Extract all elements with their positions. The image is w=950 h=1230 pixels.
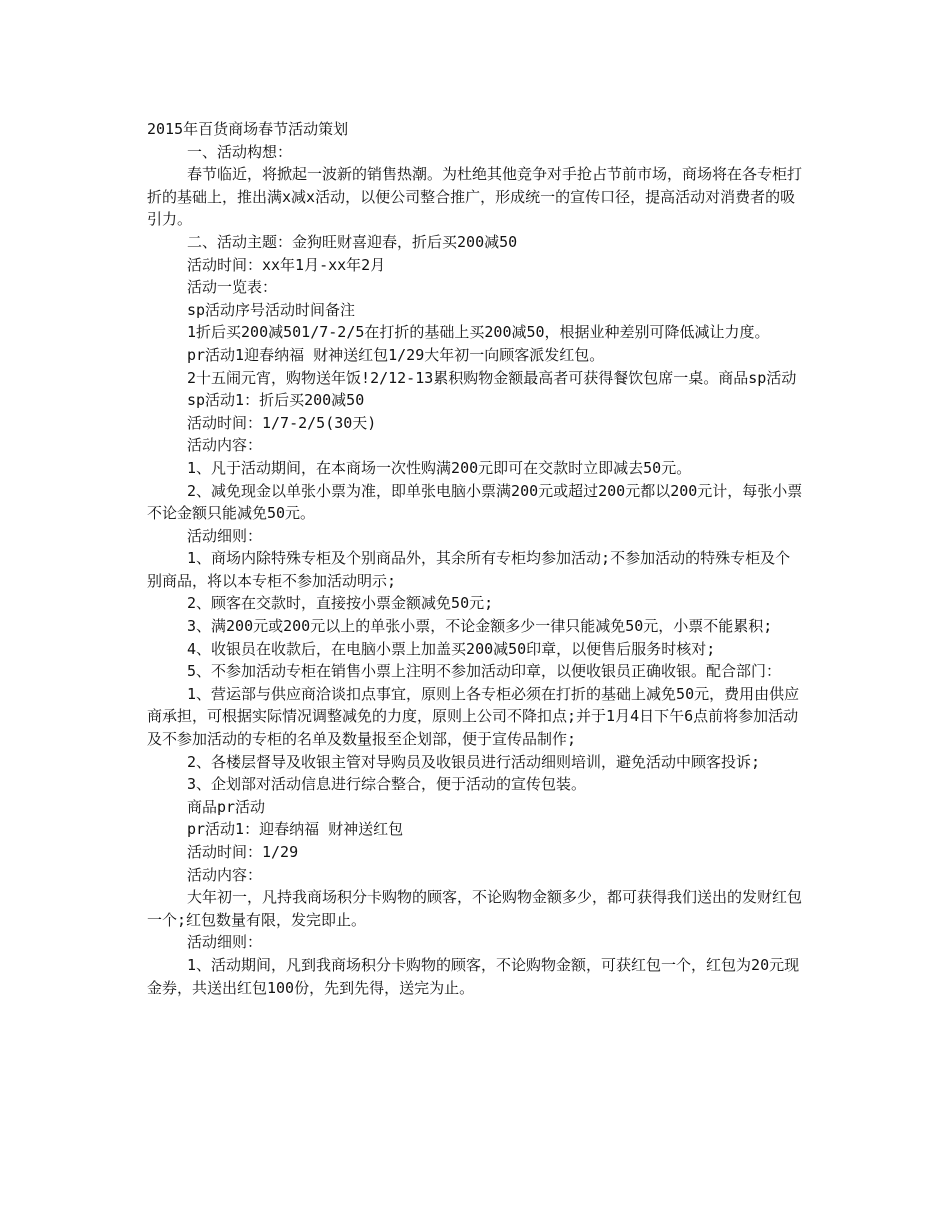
paragraph: 活动一览表： [187, 278, 278, 297]
paragraph: sp活动1：折后买200减50 [187, 391, 365, 410]
paragraph: 1、营运部与供应商洽谈扣点事宜，原则上各专柜必须在打折的基础上减免50元，费用由供应商承担，可根据实际情况调整减免的力度，原则上公司不降扣点;并于1月4日下午6点前将参加活动及不参加活动的专柜的名单及数量报至企划部，便于宣传品制作; [147, 684, 800, 749]
document-title: 2015年百货商场春节活动策划 [147, 120, 349, 138]
paragraph: 活动时间：1/7-2/5(30天) [187, 413, 377, 432]
paragraph: 活动内容： [187, 865, 263, 884]
paragraph: 春节临近，将掀起一波新的销售热潮。为杜绝其他竞争对手抢占节前市场，商场将在各专柜打折的基础上，推出满x减x活动，以便公司整合推广，形成统一的宣传口径，提高活动对消费者的吸引力。 [147, 165, 803, 229]
paragraph: 2、顾客在交款时，直接按小票金额减免50元; [187, 594, 494, 613]
paragraph: 活动时间：1/29 [187, 843, 299, 861]
paragraph: 活动时间：xx年1月-xx年2月 [187, 255, 386, 274]
paragraph: pr活动1迎春纳福 财神送红包1/29大年初一向顾客派发红包。 [187, 345, 605, 364]
paragraph: 2、各楼层督导及收银主管对导购员及收银员进行活动细则培训，避免活动中顾客投诉; [187, 752, 761, 771]
paragraph: 1、商场内除特殊专柜及个别商品外，其余所有专柜均参加活动;不参加活动的特殊专柜及个别商品，将以本专柜不参加活动明示; [147, 549, 791, 590]
paragraph: 商品pr活动 [187, 797, 266, 816]
paragraph: 活动细则： [187, 526, 263, 545]
paragraph: sp活动序号活动时间备注 [187, 300, 356, 319]
section-heading-theme: 二、活动主题：金狗旺财喜迎春，折后买200减50 [187, 232, 518, 251]
paragraph: 大年初一，凡持我商场积分卡购物的顾客，不论购物金额多少，都可获得我们送出的发财红包一个;红包数量有限，发完即止。 [147, 888, 803, 929]
paragraph: 活动细则： [187, 933, 263, 952]
paragraph: 4、收银员在收款后，在电脑小票上加盖买200减50印章，以便售后服务时核对; [187, 639, 716, 658]
paragraph: 3、满200元或200元以上的单张小票，不论金额多少一律只能减免50元，小票不能累积; [187, 617, 773, 636]
paragraph: 1、活动期间，凡到我商场积分卡购物的顾客，不论购物金额，可获红包一个，红包为20元现金券，共送出红包100份，先到先得，送完为止。 [147, 955, 800, 997]
paragraph: 1折后买200减501/7-2/5在打折的基础上买200减50，根据业种差别可降低减让力度。 [187, 323, 770, 342]
paragraph: 2、减免现金以单张小票为准，即单张电脑小票满200元或超过200元都以200元计，每张小票不论金额只能减免50元。 [147, 481, 803, 523]
paragraph: 活动内容： [187, 436, 263, 455]
paragraph: pr活动1：迎春纳福 财神送红包 [187, 820, 404, 839]
document-page [147, 118, 803, 999]
section-heading-concept: 一、活动构想： [187, 142, 293, 161]
paragraph: 2十五闹元宵，购物送年饭!2/12-13累积购物金额最高者可获得餐饮包席一桌。商品sp活动 [187, 368, 797, 387]
paragraph: 5、不参加活动专柜在销售小票上注明不参加活动印章，以便收银员正确收银。配合部门： [187, 662, 782, 681]
paragraph: 1、凡于活动期间，在本商场一次性购满200元即可在交款时立即减去50元。 [187, 458, 692, 477]
paragraph: 3、企划部对活动信息进行综合整合，便于活动的宣传包装。 [187, 775, 587, 794]
